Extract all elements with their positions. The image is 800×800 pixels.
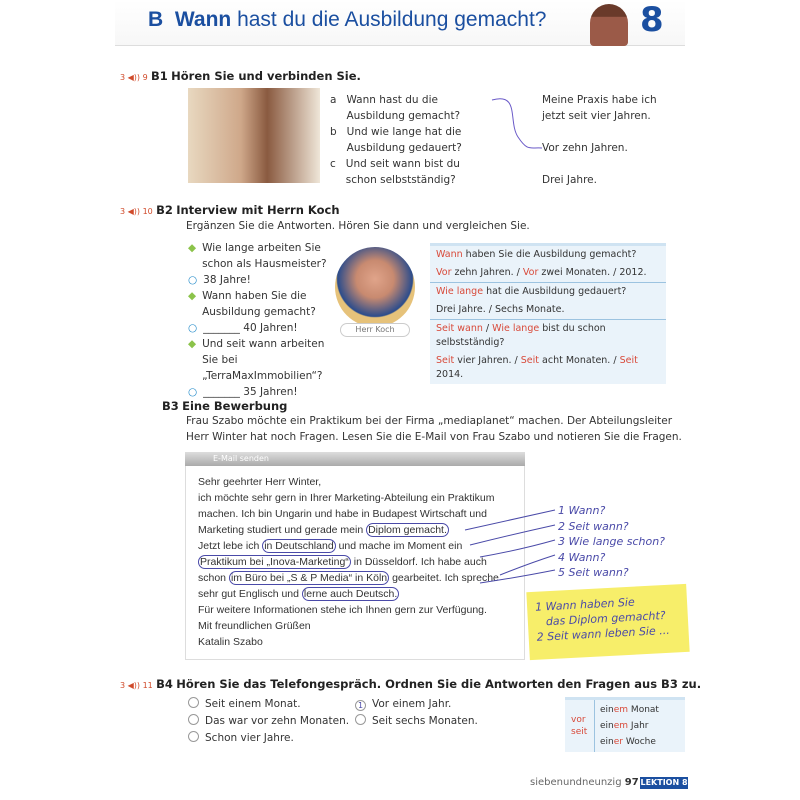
b3-instruction: Frau Szabo möchte ein Praktikum bei der Firma „mediaplanet“ machen. Der Abteilungsleiter bbox=[186, 415, 673, 427]
photo-label: Herr Koch bbox=[340, 323, 410, 337]
b3-heading: B3 Eine Bewerbung bbox=[162, 399, 288, 413]
grammar-row: Wie lange hat die Ausbildung gedauert? bbox=[430, 282, 666, 301]
sticky-note: 1 Wann haben Sie das Diplom gemacht? 2 Seit wann leben Sie ... bbox=[526, 584, 689, 660]
audio-icon[interactable]: 3 ◀)) 10 bbox=[120, 207, 153, 216]
connection-line bbox=[490, 92, 550, 162]
lesson-badge: LEKTION 8 bbox=[640, 778, 688, 787]
b2-grammar-box bbox=[430, 243, 666, 384]
b3-instruction: Herr Winter hat noch Fragen. Lesen Sie die E-Mail von Frau Szabo und notieren Sie die Fragen. bbox=[186, 431, 682, 443]
page-title: B Wann hast du die Ausbildung gemacht? bbox=[148, 8, 547, 31]
answer-radio[interactable] bbox=[188, 714, 199, 725]
email-send-label[interactable]: E-Mail senden bbox=[213, 454, 269, 463]
dialog-line: ◆ Und seit wann arbeiten Sie bei „TerraMaxImmobilien“? bbox=[188, 338, 325, 382]
audio-icon[interactable]: 3 ◀)) 9 bbox=[120, 73, 148, 82]
email-body: Sehr geehrter Herr Winter, ich möchte sehr gern in Ihrer Marketing-Abteilung ein Praktikum machen. Ich bin Ungarin und habe in Budapest Wirtschaft und Marketing studiert und gerade mein Diplom gemacht. Jetzt lebe ich in Deutschland und mache im Moment ein Praktikum bei „Inova-Marketing“ in Düsseldorf. Ich habe auch schon im Büro bei „S & P Media“ in Köln gearbeitet. Ich spreche sehr gut Englisch und lerne auch Deutsch. Für weitere Informationen stehe ich Ihnen gern zur Verfügung. Mit freundlichen Grüßen Katalin Szabo bbox=[198, 476, 499, 648]
answer-radio[interactable]: 1 bbox=[355, 700, 366, 711]
b2-heading: 3 ◀)) 10 B2 Interview mit Herrn Koch bbox=[120, 203, 340, 217]
answer-radio[interactable] bbox=[188, 731, 199, 742]
dialog-line: ○ 38 Jahre! bbox=[188, 274, 251, 286]
annotation-lines bbox=[460, 505, 560, 585]
b2-dialog bbox=[188, 240, 328, 400]
herr-koch-photo bbox=[335, 247, 415, 327]
b4-options-right: 1 Vor einem Jahr. Seit sechs Monaten. bbox=[355, 696, 478, 730]
header-person-image bbox=[590, 4, 628, 46]
answer-radio[interactable] bbox=[188, 697, 199, 708]
grammar-row: einem Jahr bbox=[600, 721, 649, 731]
b1-questions: a Wann hast du die Ausbildung gemacht? b Und wie lange hat die Ausbildung gedauert? c Und seit wann bist du schon selbstständig? bbox=[330, 94, 462, 186]
b1-photo bbox=[188, 88, 320, 183]
b1-answers: Meine Praxis habe ich jetzt seit vier Jahren. Vor zehn Jahren. Drei Jahre. bbox=[542, 94, 657, 186]
grammar-row: einer Woche bbox=[600, 737, 656, 747]
b4-options-left: Seit einem Monat. Das war vor zehn Monaten. Schon vier Jahre. bbox=[188, 696, 349, 747]
dialog-line: ◆ Wie lange arbeiten Sie schon als Hausmeister? bbox=[188, 242, 327, 270]
grammar-row: Drei Jahre. / Sechs Monate. bbox=[436, 304, 565, 315]
grammar-row: Seit wann / Wie lange bist du schon selbstständig? bbox=[430, 319, 666, 352]
email-toolbar bbox=[185, 452, 525, 466]
b1-heading: 3 ◀)) 9 B1 Hören Sie und verbinden Sie. bbox=[120, 69, 361, 83]
page-footer: siebenundneunzig 97 bbox=[530, 777, 639, 788]
dialog-line: ○ _______ 35 Jahren! bbox=[188, 386, 298, 398]
b2-instruction: Ergänzen Sie die Antworten. Hören Sie dann und vergleichen Sie. bbox=[186, 220, 530, 232]
grammar-row: Vor zehn Jahren. / Vor zwei Monaten. / 2012. bbox=[436, 267, 647, 278]
dialog-line: ○ _______ 40 Jahren! bbox=[188, 322, 298, 334]
b4-heading: 3 ◀)) 11 B4 Hören Sie das Telefongespräch. Ordnen Sie die Antworten den Fragen aus B3 zu. bbox=[120, 677, 702, 691]
handwritten-notes: 1 Wann? 2 Seit wann? 3 Wie lange schon? 4 Wann? 5 Seit wann? bbox=[558, 504, 665, 579]
audio-icon[interactable]: 3 ◀)) 11 bbox=[120, 681, 153, 690]
lesson-number: 8 bbox=[640, 0, 664, 40]
dialog-line: ◆ Wann haben Sie die Ausbildung gemacht? bbox=[188, 290, 316, 318]
b4-grammar-box: vor seit einem Monat einem Jahr einer Woche bbox=[565, 697, 685, 752]
grammar-row: Wann haben Sie die Ausbildung gemacht? bbox=[436, 249, 637, 260]
answer-radio[interactable] bbox=[355, 714, 366, 725]
grammar-row: einem Monat bbox=[600, 705, 659, 715]
grammar-row: Seit vier Jahren. / Seit acht Monaten. / Seit 2014. bbox=[436, 355, 638, 380]
